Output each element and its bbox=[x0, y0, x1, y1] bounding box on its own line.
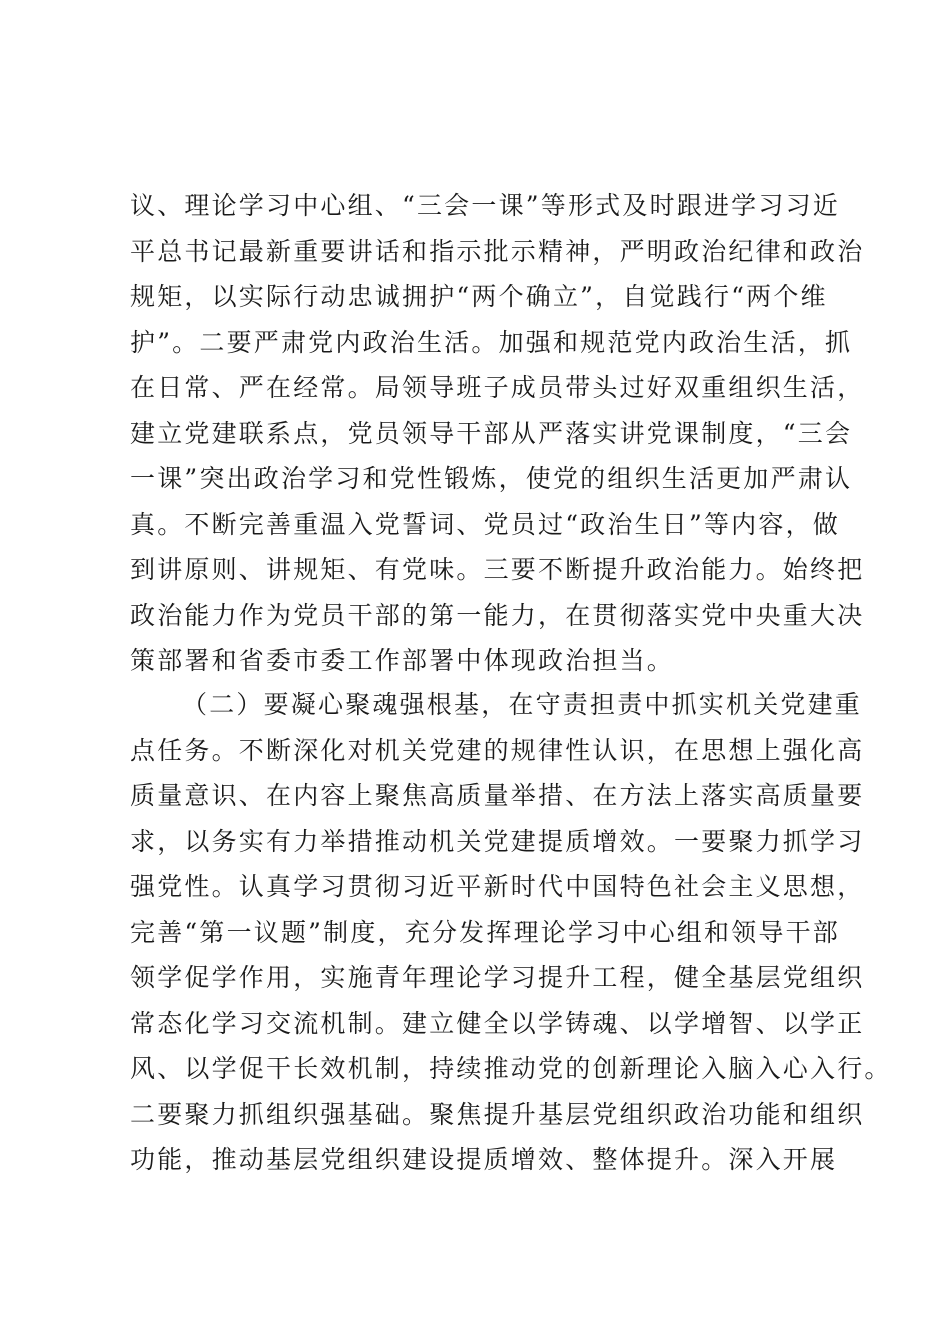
paragraph-1-line: 一课”突出政治学习和党性锻炼，使党的组织生活更加严肃认 bbox=[130, 464, 853, 493]
paragraph-1-line: 护”。二要严肃党内政治生活。加强和规范党内政治生活，抓 bbox=[130, 327, 853, 357]
paragraph-2-line: （二）要凝心聚魂强根基，在守责担责中抓实机关党建重 bbox=[182, 690, 863, 719]
paragraph-2 bbox=[130, 682, 892, 1183]
paragraph-2-line: 风、以学促干长效机制，持续推动党的创新理论入脑入心入行。 bbox=[130, 1054, 892, 1083]
paragraph-1-line: 规矩，以实际行动忠诚拥护“两个确立”，自觉践行“两个维 bbox=[130, 282, 828, 311]
paragraph-1-line: 策部署和省委市委工作部署中体现政治担当。 bbox=[130, 646, 675, 675]
paragraph-2-line: 领学促学作用，实施青年理论学习提升工程，健全基层党组织 bbox=[130, 963, 865, 992]
paragraph-1-line: 平总书记最新重要讲话和指示批示精神，严明政治纪律和政治 bbox=[130, 236, 865, 266]
paragraph-1-line: 议、理论学习中心组、“三会一课”等形式及时跟进学习习近 bbox=[130, 191, 840, 220]
paragraph-1-line: 政治能力作为党员干部的第一能力，在贯彻落实党中央重大决 bbox=[130, 600, 865, 630]
paragraph-1 bbox=[130, 183, 865, 684]
paragraph-1-line: 真。不断完善重温入党誓词、党员过“政治生日”等内容，做 bbox=[130, 509, 840, 539]
paragraph-2-line: 功能，推动基层党组织建设提质增效、整体提升。深入开展 bbox=[130, 1145, 838, 1174]
paragraph-1-line: 到讲原则、讲规矩、有党味。三要不断提升政治能力。始终把 bbox=[130, 555, 865, 584]
paragraph-2-line: 质量意识、在内容上聚焦高质量举措、在方法上落实高质量要 bbox=[130, 781, 865, 810]
paragraph-2-line: 点任务。不断深化对机关党建的规律性认识，在思想上强化高 bbox=[130, 735, 865, 765]
paragraph-1-line: 建立党建联系点，党员领导干部从严落实讲党课制度，“三会 bbox=[130, 418, 853, 448]
paragraph-2-line: 常态化学习交流机制。建立健全以学铸魂、以学增智、以学正 bbox=[130, 1008, 865, 1038]
paragraph-2-line: 完善“第一议题”制度，充分发挥理论学习中心组和领导干部 bbox=[130, 917, 840, 947]
paragraph-2-line: 求，以务实有力举措推动机关党建提质增效。一要聚力抓学习 bbox=[130, 826, 865, 856]
paragraph-2-line: 二要聚力抓组织强基础。聚焦提升基层党组织政治功能和组织 bbox=[130, 1099, 865, 1129]
paragraph-2-line: 强党性。认真学习贯彻习近平新时代中国特色社会主义思想， bbox=[130, 872, 865, 901]
paragraph-1-line: 在日常、严在经常。局领导班子成员带头过好双重组织生活， bbox=[130, 373, 865, 402]
